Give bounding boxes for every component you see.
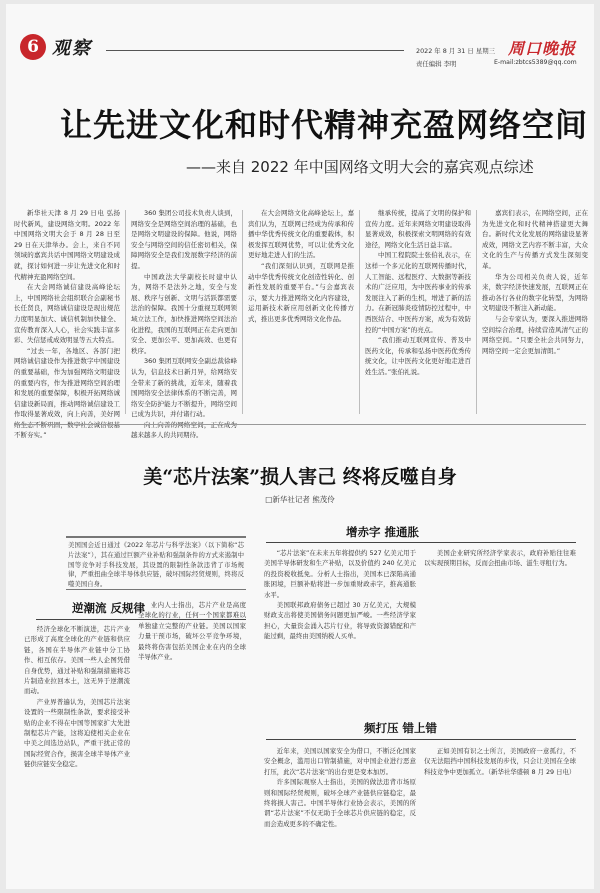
byline: □新华社记者 熊茂伶 [265, 495, 335, 504]
column-rule [125, 210, 126, 414]
paragraph: 继承传统，提高了文明的保护和宣传力度。近年来网络文明建设取得显著成效，积极探索文明网络的有效途径，网络文化生活日益丰富。 [365, 209, 471, 249]
paragraph: 360 集团公司技术负责人谈到，网络安全是网络空间治理的基础，也是网络文明建设的保障。他说，网络安全与网络空间的信任密切相关，保障网络安全是我们发展数字经济的前提。 [131, 209, 237, 270]
column-rule [242, 210, 243, 414]
paragraph: 华为公司相关负责人说，近年来，数字经济快速发展，互联网正在推动各行各业的数字化转型，为网络文明建设不断注入新动能。 [482, 272, 588, 313]
paragraph: 美国企业研究所经济学家表示，政府补贴往往难以实现预期目标，反而会扭曲市场、滋生寻租行为。 [424, 549, 576, 568]
paragraph: 在大会网络文化高峰论坛上，嘉宾们认为，互联网已经成为传承和传播中华优秀传统文化的重要载体，积极发挥互联网优势，可以让优秀文化更好地走进人们的生活。 [248, 209, 354, 260]
main-story-body [14, 208, 590, 440]
paragraph: “过去一年，各地区、各部门把网络诚信建设作为推进数字中国建设的重要基础，作为加强网络文明建设的重要内容，作为推进网络空间治理和发展的重要保障，积极开拓网络诚信建设新局面，推动网络诚信建设工作取得显著成效，向上向善，美好网络生态不断巩固，数字社会诚信根基不断夯实。” [14, 346, 120, 440]
masthead-logo: 周口晚报 [508, 39, 577, 58]
paragraph: 正如美国有识之士所言，美国政府一意孤行，不仅无法阻挡中国科技发展的步伐，只会让美国在全球科技竞争中更加孤立。（新华社华盛顿 8 月 29 日电） [424, 747, 576, 776]
paragraph: 在大会网络诚信建设高峰论坛上，中国网络社会组织联合会副秘书长任贤良，网络诚信建设是现出规范力度明显加大、诚信机制加快健全、宣传教育深入人心，社会实践丰富多彩、失信惩戒成效明显等五大特点。 [14, 283, 120, 345]
article-column [264, 746, 416, 884]
editor-email: E-mail:zbtcs5389@qq.com [494, 59, 577, 66]
article-column [424, 548, 576, 708]
header-rule [106, 50, 404, 51]
article-column [482, 208, 588, 416]
paragraph: 经济全球化不断演进，芯片产业已形成了高度全球化的产业链和供应链，各国在半导体产业链中分工协作、相互依存。美国一些人企图凭借自身优势，通过补贴和强制措施将芯片制造业拉回本土，这无异于逆潮流而动。 [24, 625, 130, 696]
editor-credit: 责任编辑 李明 [416, 60, 457, 68]
paragraph: “芯片法案”在未来五年将提供约 527 亿美元用于美国半导体研发和生产补贴，以及价值约 240 亿美元的投资税收抵免。分析人士指出，美国本已深陷高通胀困境，巨额补贴将进一步加重财政赤字，推高通胀水平。 [264, 549, 416, 599]
article-column [424, 746, 576, 884]
second-headline: 美“芯片法案”损人害己 终将反噬自身 [143, 466, 457, 488]
article-column [131, 208, 237, 440]
paragraph: 美国联邦政府债务已超过 30 万亿美元，大规模财政支出将使美国债务问题更加严峻。一些经济学家担心，大量资金涌入芯片行业，将导致资源错配和产能过剩，最终由美国纳税人买单。 [264, 601, 416, 641]
subheading-rule [266, 739, 576, 740]
paragraph: “我们深刻认识到，互联网是推动中华优秀传统文化创造性转化、创新性发展的重要平台。”与会嘉宾表示，要大力推进网络文化内容建设，运用新技术新应用创新文化传播方式，推出更多优秀网络文化作品。 [248, 261, 354, 323]
paragraph: 许多国际观察人士指出，美国的做法违背市场原则和国际经贸规则，破坏全球产业链供应链稳定，最终将损人害己。中国半导体行业协会表示，美国的所谓“芯片法案”不仅无助于全球芯片供应链的稳定，反而会造成更多的不确定性。 [264, 778, 416, 828]
article-column [365, 208, 471, 416]
section-title: 观察 [52, 38, 92, 59]
paragraph: 近年来，美国以国家安全为借口，不断泛化国家安全概念，滥用出口管制措施，对中国企业进行恶意打压，此次“芯片法案”的出台更是变本加厉。 [264, 747, 416, 776]
lead-summary-box: 美国国会近日通过《2022 年芯片与科学法案》（以下简称“芯片法案”），其在通过巨额产业补贴和强制条件的方式来遏制中国等竞争对手科技发展，其设置的限制性条款违背了市场规律，严重扭曲全球半导体供应链，破坏国际经贸规则，终将反噬美国自身。 [66, 536, 246, 590]
issue-date: 2022 年 8 月 31 日 星期三 [416, 47, 495, 55]
article-column [248, 208, 354, 416]
page-number-badge: 6 [20, 34, 46, 60]
main-headline: 让先进文化和时代精神充盈网络空间 [60, 106, 589, 144]
article-column [14, 208, 120, 440]
paragraph: 向上向善的网络空间，正在成为越来越多人的共同期待。 [131, 420, 237, 440]
article-column [264, 548, 416, 708]
paragraph: 与会专家认为，要深入推进网络空间综合治理，持续营造风清气正的网络空间。“只要全社会共同努力，网络空间一定会更加清朗。” [482, 314, 588, 355]
paragraph: 360 集团互联网安全副总裁徐峰认为，信息技术日新月异，给网络安全带来了新的挑战，近年来，随着我国网络安全法律体系的不断完善，网络安全防护能力不断提升，网络空间已成为共识，并付诸行动。 [131, 357, 237, 419]
story-divider [14, 424, 586, 425]
subheading-rule [266, 542, 576, 543]
column-rule [359, 210, 360, 414]
paragraph: 产业界普遍认为，美国芯片法案设置的一些限制性条款，要求接受补贴的企业不得在中国等国家扩大先进制程芯片产能，这将迫使相关企业在中美之间选边站队，严重干扰正常的国际经贸合作，损害全球半导体产业链供应链安全稳定。 [24, 697, 130, 769]
main-subheadline: ——来自 2022 年中国网络文明大会的嘉宾观点综述 [186, 158, 534, 176]
paragraph: 中国工程院院士张伯礼表示，在这样一个多元化的互联网传播时代，人工智能、远程医疗、大数据等新技术的广泛应用，为中医药事业的传承发展注入了新的生机，增进了新的活力。在新冠肺炎疫情防控过程中，中西医结合、中医药方案，成为有效防控的“中国方案”的亮点。 [365, 251, 471, 334]
column-rule [476, 210, 477, 414]
page-header [6, 4, 594, 70]
paragraph: 嘉宾们表示，在网络空间，正在为先进文化和时代精神搭建更大舞台。新时代文化发展的网络建设显著成效，网络文艺内容不断丰富，大众文化的生产与传播方式发生深刻变革。 [482, 209, 588, 270]
subheading: 频打压 错上错 [364, 721, 438, 735]
paragraph: 新华社天津 8 月 29 日电 弘扬时代新风，建设网络文明。2022 年中国网络文明大会于 8 月 28 日至 29 日在天津举办。会上，来自不同领域的嘉宾共话中国网络文明建设成就，探讨如何进一步让先进文化和时代精神充盈网络空间。 [14, 209, 120, 281]
article-column [138, 600, 246, 882]
paragraph: 中国政法大学副校长时建中认为，网络不是法外之地，安全与发展、秩序与创新、文明与活跃都需要法治的保障。我国十分重视互联网领域立法工作，加快推进网络空间法治化进程，我国的互联网正在走向更加安全、更加公平、更加高效、也更有秩序。 [131, 272, 237, 355]
paragraph: “我们推动互联网宣传、普及中医药文化，传承和弘扬中医药优秀传统文化，让中医药文化更好地走进百姓生活。”张伯礼说。 [365, 336, 471, 376]
article-column [24, 624, 130, 882]
subheading: 逆潮流 反规律 [72, 601, 146, 615]
newspaper-page [6, 4, 594, 889]
subheading: 增赤字 推通胀 [346, 525, 420, 539]
paragraph: 业内人士指出，芯片产业是高度全球化的行业，任何一个国家都难以单独建立完整的产业链。美国以国家力量干预市场，破坏公平竞争环境，最终将伤害包括美国企业在内的全球半导体产业。 [138, 601, 246, 662]
